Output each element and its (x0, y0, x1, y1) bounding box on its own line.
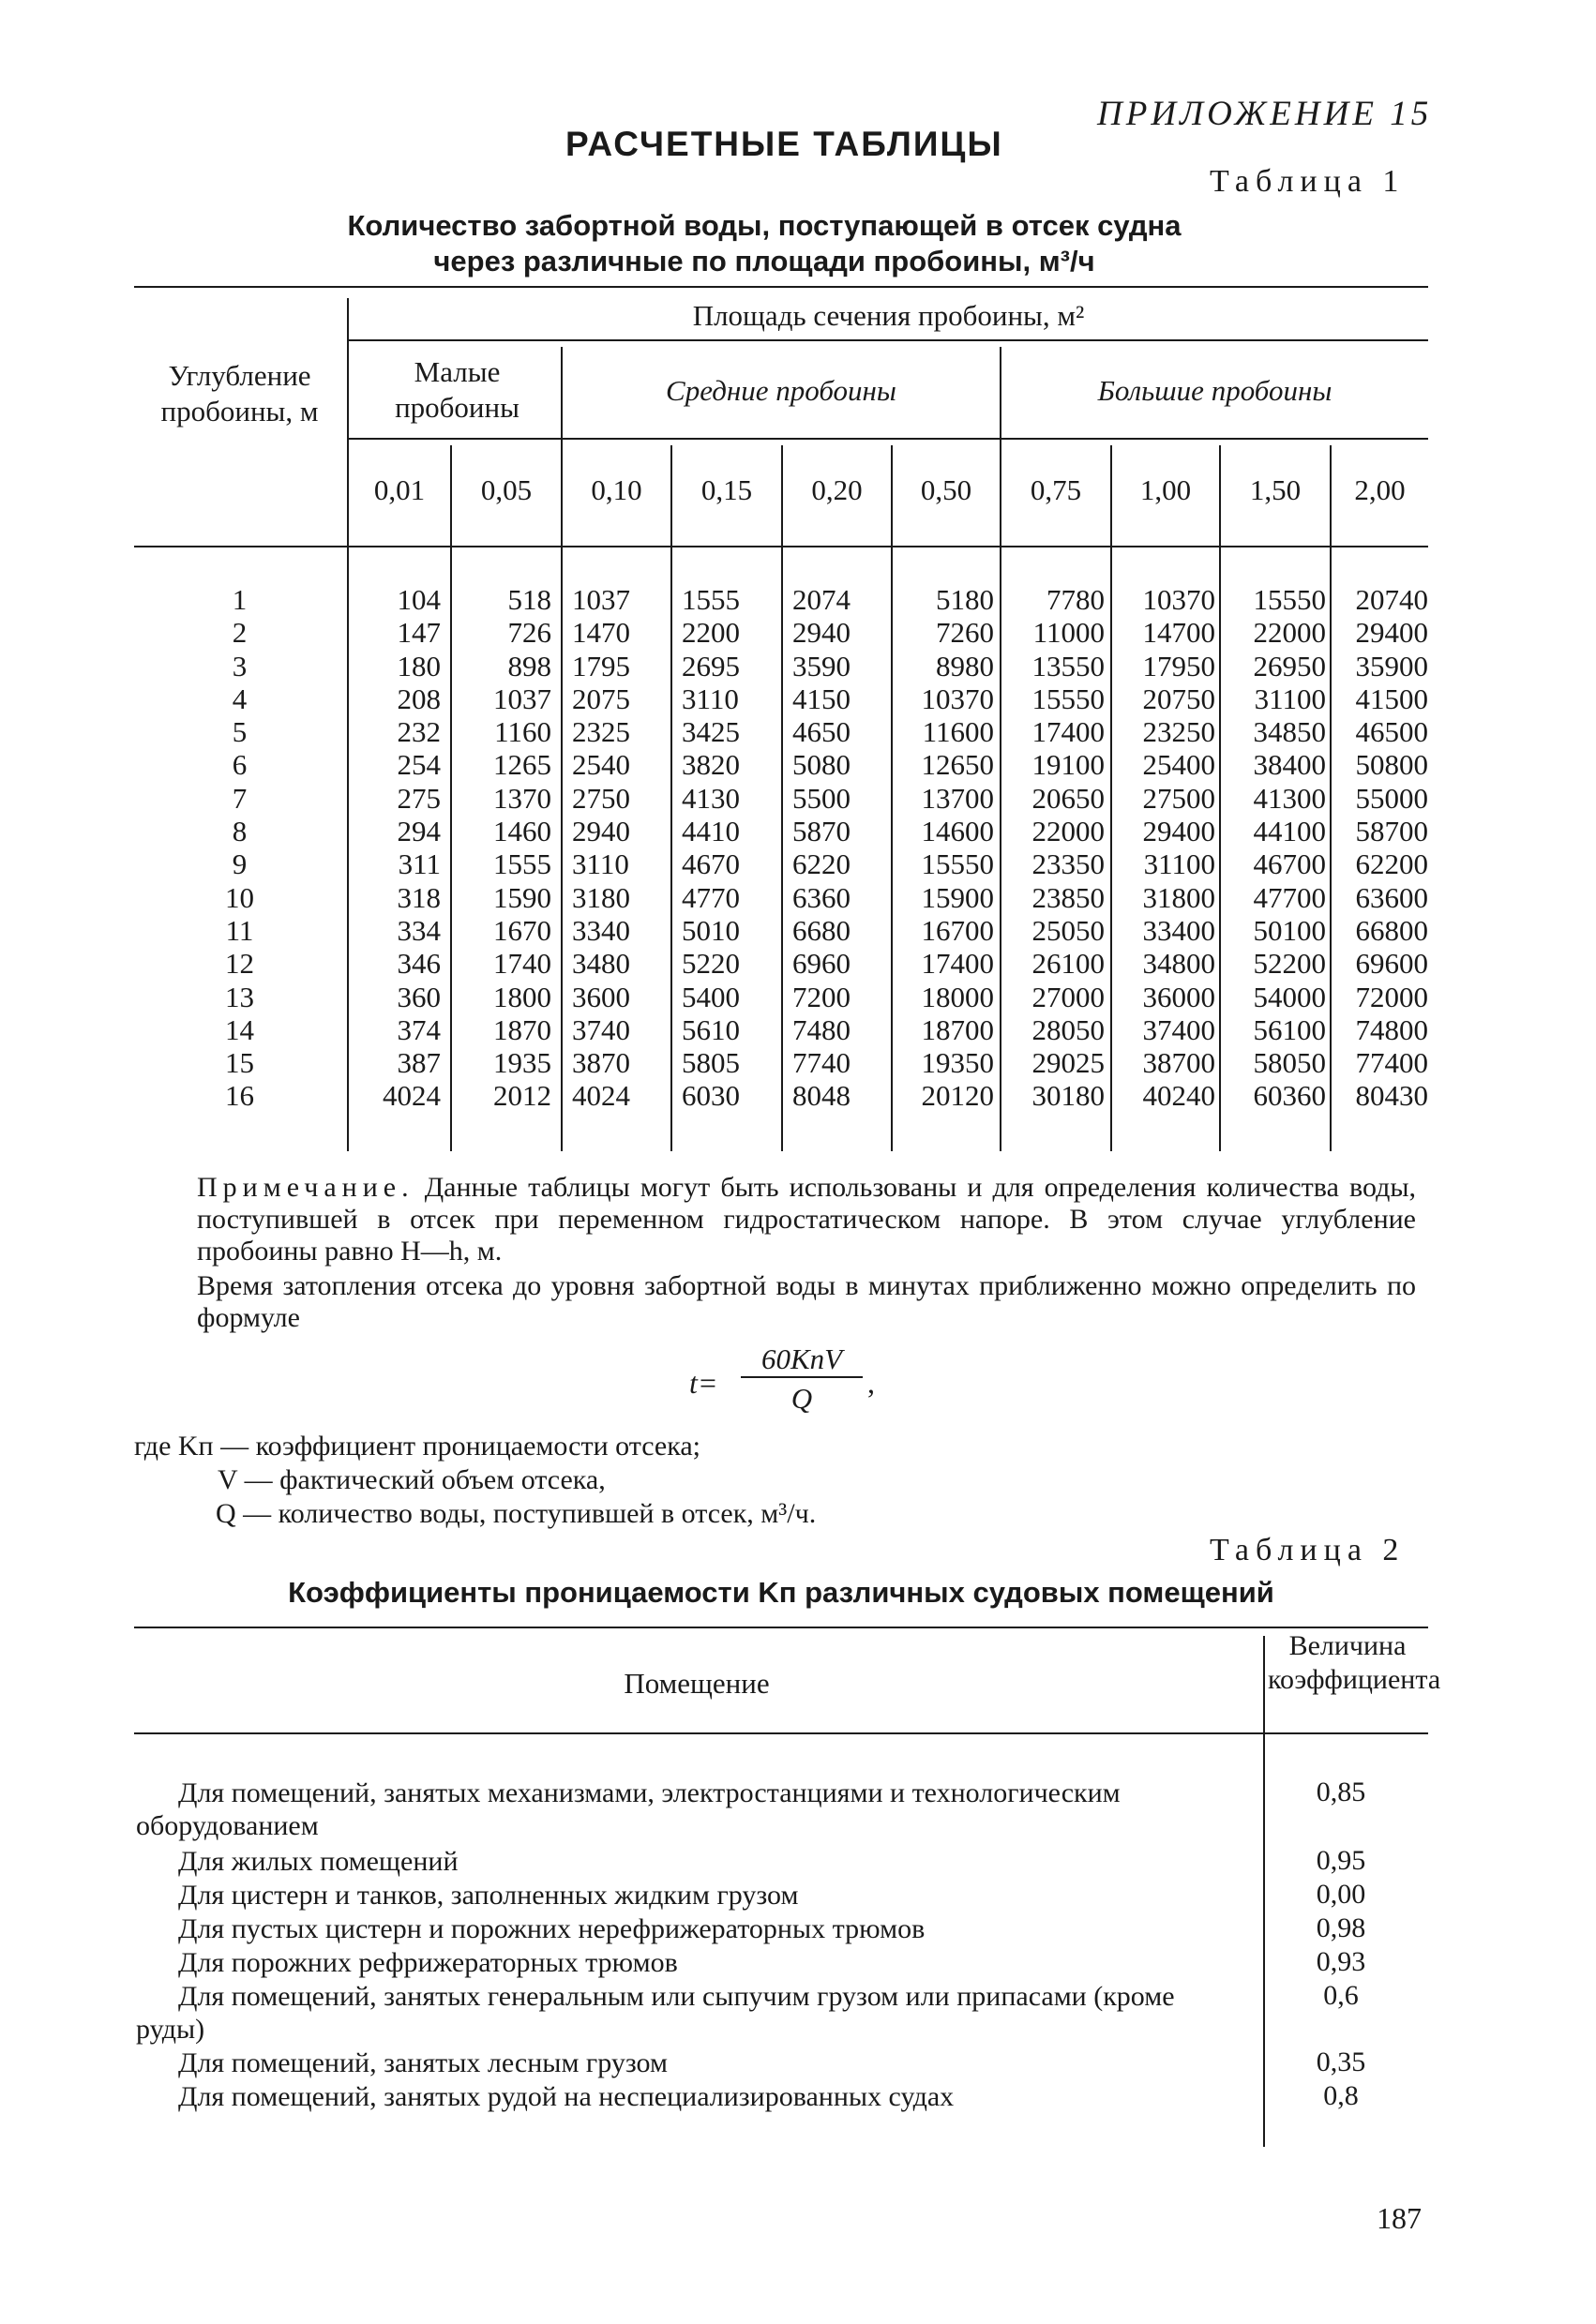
table2-room-header: Помещение (624, 1667, 770, 1700)
table-cell: 77400 (1355, 1046, 1428, 1080)
table-cell: 69600 (1355, 947, 1428, 981)
table-cell: 46700 (1253, 847, 1326, 881)
area-col-header: 0,01 (373, 473, 426, 506)
table-cell: 33400 (1142, 913, 1215, 947)
page-title: РАСЧЕТНЫЕ ТАБЛИЦЫ (565, 125, 1003, 163)
table-cell: 5010 (682, 913, 740, 947)
table1-title-line1: Количество забортной воды, поступающей в отсек судна (347, 209, 1182, 242)
table-cell: 6360 (792, 880, 851, 914)
table-cell: 13550 (1031, 649, 1105, 682)
table-cell: 19100 (1031, 748, 1105, 782)
depth-cell: 7 (232, 781, 248, 815)
data-column (452, 583, 551, 1113)
table-cell: 60360 (1253, 1079, 1326, 1113)
area-header: Площадь сечения пробоины, м² (692, 299, 1085, 332)
table-cell: 4770 (682, 880, 740, 914)
table-cell: 3180 (572, 880, 630, 914)
table2-room-cell: Для жилых помещений (178, 1846, 459, 1877)
formula-lhs: t= (689, 1366, 718, 1400)
table-cell: 7480 (792, 1012, 851, 1046)
depth-cell: 1 (232, 583, 248, 616)
table-cell: 28050 (1031, 1012, 1105, 1046)
table-cell: 5400 (682, 980, 740, 1013)
table1-title-line2: через различные по площади пробоины, м³/ч (433, 245, 1095, 277)
data-column (1332, 583, 1428, 1113)
area-col-header: 1,50 (1249, 473, 1302, 506)
table2-top-rule (134, 1627, 1428, 1628)
table-cell: 3340 (572, 913, 630, 947)
table-cell: 17400 (921, 947, 994, 981)
table-cell: 4024 (572, 1079, 630, 1113)
table-cell: 20650 (1031, 781, 1105, 815)
table-cell: 18700 (921, 1012, 994, 1046)
table-cell: 208 (397, 682, 441, 715)
table-cell: 2325 (572, 715, 630, 749)
note-label: Примечание. (197, 1172, 414, 1203)
table-cell: 374 (397, 1012, 441, 1046)
table2-value-cell: 0,6 (1323, 1980, 1359, 2011)
table-cell: 2012 (493, 1079, 551, 1113)
depth-cell: 9 (232, 847, 248, 881)
table1-top-rule (134, 286, 1428, 288)
data-column (1112, 583, 1215, 1113)
formula-numerator: 60KпV (741, 1342, 863, 1378)
table-cell: 518 (507, 583, 551, 616)
note-text: Данные таблицы могут быть использованы и для определения количества воды, поступившей в отсек при переменном гидростатическом напоре. В этом случае углубление пробоины равно H—h, м. (197, 1172, 1416, 1267)
group-medium-header: Средние пробоины (666, 374, 896, 407)
data-column (1001, 583, 1105, 1113)
data-column (682, 583, 775, 1113)
table-cell: 1460 (493, 815, 551, 848)
table-cell: 11600 (922, 715, 994, 749)
table-cell: 2940 (572, 815, 630, 848)
table-cell: 232 (397, 715, 441, 749)
table-cell: 15550 (921, 847, 994, 881)
table1-vline (561, 347, 563, 1151)
table-cell: 66800 (1355, 913, 1428, 947)
depth-cell: 14 (225, 1012, 254, 1046)
data-column (893, 583, 994, 1113)
area-col-header: 1,00 (1139, 473, 1192, 506)
data-column (1221, 583, 1326, 1113)
table-cell: 27500 (1142, 781, 1215, 815)
table-cell: 50100 (1253, 913, 1326, 947)
table2-vline (1263, 1636, 1265, 2147)
data-column (349, 583, 441, 1113)
table-cell: 7200 (792, 980, 851, 1013)
table-cell: 80430 (1355, 1079, 1428, 1113)
depth-cell: 11 (225, 913, 254, 947)
table-cell: 30180 (1031, 1079, 1105, 1113)
table-cell: 20120 (921, 1079, 994, 1113)
table-cell: 254 (397, 748, 441, 782)
table-cell: 104 (397, 583, 441, 616)
table-cell: 3600 (572, 980, 630, 1013)
table-cell: 4130 (682, 781, 740, 815)
depth-cell: 8 (232, 815, 248, 848)
table-cell: 334 (397, 913, 441, 947)
table-cell: 4650 (792, 715, 851, 749)
table-cell: 1670 (493, 913, 551, 947)
area-col-header: 0,15 (700, 473, 753, 506)
table-cell: 3870 (572, 1046, 630, 1080)
table-cell: 2540 (572, 748, 630, 782)
where-line-1: где Kп — коэффициент проницаемости отсека; (134, 1431, 700, 1462)
table1-label: Таблица 1 (1210, 164, 1406, 199)
table-cell: 1800 (493, 980, 551, 1013)
table-cell: 23350 (1031, 847, 1105, 881)
table-cell: 4670 (682, 847, 740, 881)
table-cell: 27000 (1031, 980, 1105, 1013)
table-cell: 25050 (1031, 913, 1105, 947)
table2-value-cell: 0,93 (1316, 1946, 1366, 1977)
table-cell: 20750 (1142, 682, 1215, 715)
table2-header-rule (134, 1732, 1428, 1734)
table-cell: 7740 (792, 1046, 851, 1080)
table2-label: Таблица 2 (1210, 1533, 1406, 1567)
data-column (792, 583, 886, 1113)
table-cell: 6220 (792, 847, 851, 881)
table-cell: 6030 (682, 1079, 740, 1113)
table-cell: 6680 (792, 913, 851, 947)
table-cell: 18000 (921, 980, 994, 1013)
table-cell: 19350 (921, 1046, 994, 1080)
table-cell: 22000 (1253, 616, 1326, 650)
table-cell: 1265 (493, 748, 551, 782)
table-cell: 54000 (1253, 980, 1326, 1013)
table-cell: 50800 (1355, 748, 1428, 782)
table-cell: 387 (397, 1046, 441, 1080)
table-cell: 26950 (1253, 649, 1326, 682)
table-cell: 40240 (1142, 1079, 1215, 1113)
table-cell: 4024 (383, 1079, 441, 1113)
depth-header: Углубление пробоины, м (160, 359, 319, 427)
table-cell: 29025 (1031, 1046, 1105, 1080)
depth-column (134, 583, 345, 1113)
table-cell: 17400 (1031, 715, 1105, 749)
table-cell: 1470 (572, 616, 630, 650)
table-cell: 1555 (682, 583, 740, 616)
table-cell: 11000 (1032, 616, 1105, 650)
table-cell: 3110 (572, 847, 629, 881)
table-cell: 31100 (1143, 847, 1215, 881)
table-cell: 147 (397, 616, 441, 650)
table-cell: 23250 (1142, 715, 1215, 749)
table-cell: 63600 (1355, 880, 1428, 914)
table-cell: 22000 (1031, 815, 1105, 848)
table2-value-header: Величина коэффициента (1268, 1630, 1441, 1695)
table2-value-cell: 0,98 (1316, 1912, 1366, 1943)
table-cell: 1160 (494, 715, 551, 749)
area-col-header: 0,10 (591, 473, 642, 506)
depth-cell: 5 (232, 715, 248, 749)
table2-room-cell: Для цистерн и танков, заполненных жидким грузом (178, 1880, 799, 1911)
table-cell: 2750 (572, 781, 630, 815)
table-cell: 56100 (1253, 1012, 1326, 1046)
table-cell: 12650 (921, 748, 994, 782)
depth-cell: 16 (225, 1079, 254, 1113)
depth-cell: 6 (232, 748, 248, 782)
table-cell: 58050 (1253, 1046, 1326, 1080)
table-cell: 13700 (921, 781, 994, 815)
table-cell: 31800 (1142, 880, 1215, 914)
table-cell: 3110 (682, 682, 739, 715)
table-cell: 311 (398, 847, 441, 881)
table-cell: 5220 (682, 947, 740, 981)
table-cell: 2074 (792, 583, 851, 616)
table-cell: 275 (397, 781, 441, 815)
table-cell: 1037 (572, 583, 630, 616)
table-cell: 1740 (493, 947, 551, 981)
table-cell: 38400 (1253, 748, 1326, 782)
depth-cell: 15 (225, 1046, 254, 1080)
table-cell: 38700 (1142, 1046, 1215, 1080)
table-cell: 2200 (682, 616, 740, 650)
formula-tail: , (867, 1366, 875, 1400)
table2-room-cell: Для пустых цистерн и порожних нерефрижераторных трюмов (178, 1913, 926, 1944)
table-cell: 23850 (1031, 880, 1105, 914)
table-cell: 3480 (572, 947, 630, 981)
table2-title: Коэффициенты проницаемости Kп различных судовых помещений (288, 1576, 1274, 1609)
table-cell: 41500 (1355, 682, 1428, 715)
table-cell: 5500 (792, 781, 851, 815)
table-cell: 5180 (936, 583, 994, 616)
table-cell: 2075 (572, 682, 630, 715)
table-cell: 72000 (1355, 980, 1428, 1013)
table-cell: 47700 (1253, 880, 1326, 914)
page-number: 187 (1377, 2201, 1422, 2235)
table2-value-cell: 0,85 (1316, 1777, 1366, 1807)
table-cell: 1795 (572, 649, 630, 682)
table-cell: 1370 (493, 781, 551, 815)
depth-cell: 13 (225, 980, 254, 1013)
table-cell: 294 (397, 815, 441, 848)
table-cell: 3820 (682, 748, 740, 782)
table-cell: 36000 (1142, 980, 1215, 1013)
depth-cell: 3 (232, 649, 248, 682)
table-cell: 180 (397, 649, 441, 682)
table-cell: 8048 (792, 1079, 851, 1113)
table-cell: 5610 (682, 1012, 740, 1046)
table1-vline (781, 445, 783, 1151)
table-cell: 7780 (1046, 583, 1105, 616)
table-cell: 34800 (1142, 947, 1215, 981)
table2-value-cell: 0,8 (1323, 2080, 1359, 2111)
table-cell: 44100 (1253, 815, 1326, 848)
table-cell: 898 (507, 649, 551, 682)
table-cell: 2695 (682, 649, 740, 682)
data-column (572, 583, 666, 1113)
table2-value-cell: 0,35 (1316, 2047, 1366, 2077)
table-cell: 55000 (1355, 781, 1428, 815)
group-small-header: Малые пробоины (395, 355, 519, 424)
table-cell: 318 (397, 880, 441, 914)
note-paragraph-2: Время затопления отсека до уровня забортной воды в минутах приближенно можно определить по формуле (197, 1270, 1416, 1333)
table2-value-cell: 0,95 (1316, 1845, 1366, 1876)
table-cell: 58700 (1355, 815, 1428, 848)
table-cell: 17950 (1142, 649, 1215, 682)
where-line-2: V — фактический объем отсека, (218, 1464, 606, 1495)
table-cell: 62200 (1355, 847, 1428, 881)
table-cell: 31100 (1254, 682, 1326, 715)
table-cell: 15550 (1031, 682, 1105, 715)
table-cell: 14600 (921, 815, 994, 848)
table-cell: 15550 (1253, 583, 1326, 616)
area-col-header: 2,00 (1354, 473, 1406, 506)
table-cell: 74800 (1355, 1012, 1428, 1046)
table2-room-cell: Для помещений, занятых рудой на неспециализированных судах (178, 2081, 955, 2112)
area-col-header: 0,50 (920, 473, 972, 506)
table-cell: 8980 (936, 649, 994, 682)
table2-room-cell: Для помещений, занятых лесным грузом (178, 2047, 668, 2078)
table-cell: 726 (507, 616, 551, 650)
note-paragraph-1 (197, 1172, 1416, 1267)
table-cell: 4410 (682, 815, 740, 848)
table-cell: 3425 (682, 715, 740, 749)
table-cell: 1037 (493, 682, 551, 715)
table-cell: 1555 (493, 847, 551, 881)
table-cell: 346 (397, 947, 441, 981)
depth-cell: 2 (232, 616, 248, 650)
table1-title (281, 208, 1247, 279)
table1-area-rule (349, 339, 1428, 341)
table-cell: 10370 (1142, 583, 1215, 616)
table-cell: 25400 (1142, 748, 1215, 782)
table-cell: 5870 (792, 815, 851, 848)
table-cell: 29400 (1355, 616, 1428, 650)
table-cell: 46500 (1355, 715, 1428, 749)
group-large-header: Большие пробоины (1097, 374, 1333, 407)
table-cell: 29400 (1142, 815, 1215, 848)
table-cell: 1590 (493, 880, 551, 914)
table-cell: 34850 (1253, 715, 1326, 749)
table-cell: 5805 (682, 1046, 740, 1080)
table-cell: 7260 (936, 616, 994, 650)
formula-denominator: Q (790, 1382, 813, 1415)
depth-cell: 12 (225, 947, 254, 981)
table2-room-cell: Для помещений, занятых генеральным или сыпучим грузом или припасами (кроме руды) (136, 1981, 1175, 2045)
appendix-label: ПРИЛОЖЕНИЕ 15 (1097, 95, 1433, 133)
table-cell: 5080 (792, 748, 851, 782)
table2-value-cell: 0,00 (1316, 1879, 1366, 1910)
table2-room-cell: Для помещений, занятых механизмами, электростанциями и технологическим оборудованием (136, 1777, 1121, 1841)
area-col-header: 0,75 (1030, 473, 1082, 506)
table2-room-cell: Для порожних рефрижераторных трюмов (178, 1947, 678, 1978)
table-cell: 37400 (1142, 1012, 1215, 1046)
table-cell: 52200 (1253, 947, 1326, 981)
table-cell: 16700 (921, 913, 994, 947)
table-cell: 15900 (921, 880, 994, 914)
table-cell: 26100 (1031, 947, 1105, 981)
table-cell: 14700 (1142, 616, 1215, 650)
table-cell: 360 (397, 980, 441, 1013)
depth-cell: 4 (232, 682, 248, 715)
table-cell: 4150 (792, 682, 851, 715)
table-cell: 10370 (921, 682, 994, 715)
table-cell: 35900 (1355, 649, 1428, 682)
table1-group-rule (349, 438, 1428, 440)
table-cell: 6960 (792, 947, 851, 981)
where-line-3: Q — количество воды, поступившей в отсек, м³/ч. (216, 1498, 817, 1529)
table-cell: 1870 (493, 1012, 551, 1046)
table-cell: 3740 (572, 1012, 630, 1046)
table-cell: 41300 (1253, 781, 1326, 815)
table-cell: 20740 (1355, 583, 1428, 616)
depth-cell: 10 (225, 880, 254, 914)
table1-vline (670, 445, 672, 1151)
table-cell: 3590 (792, 649, 851, 682)
table-cell: 2940 (792, 616, 851, 650)
table-cell: 1935 (493, 1046, 551, 1080)
area-col-header: 0,05 (480, 473, 533, 506)
area-col-header: 0,20 (811, 473, 863, 506)
